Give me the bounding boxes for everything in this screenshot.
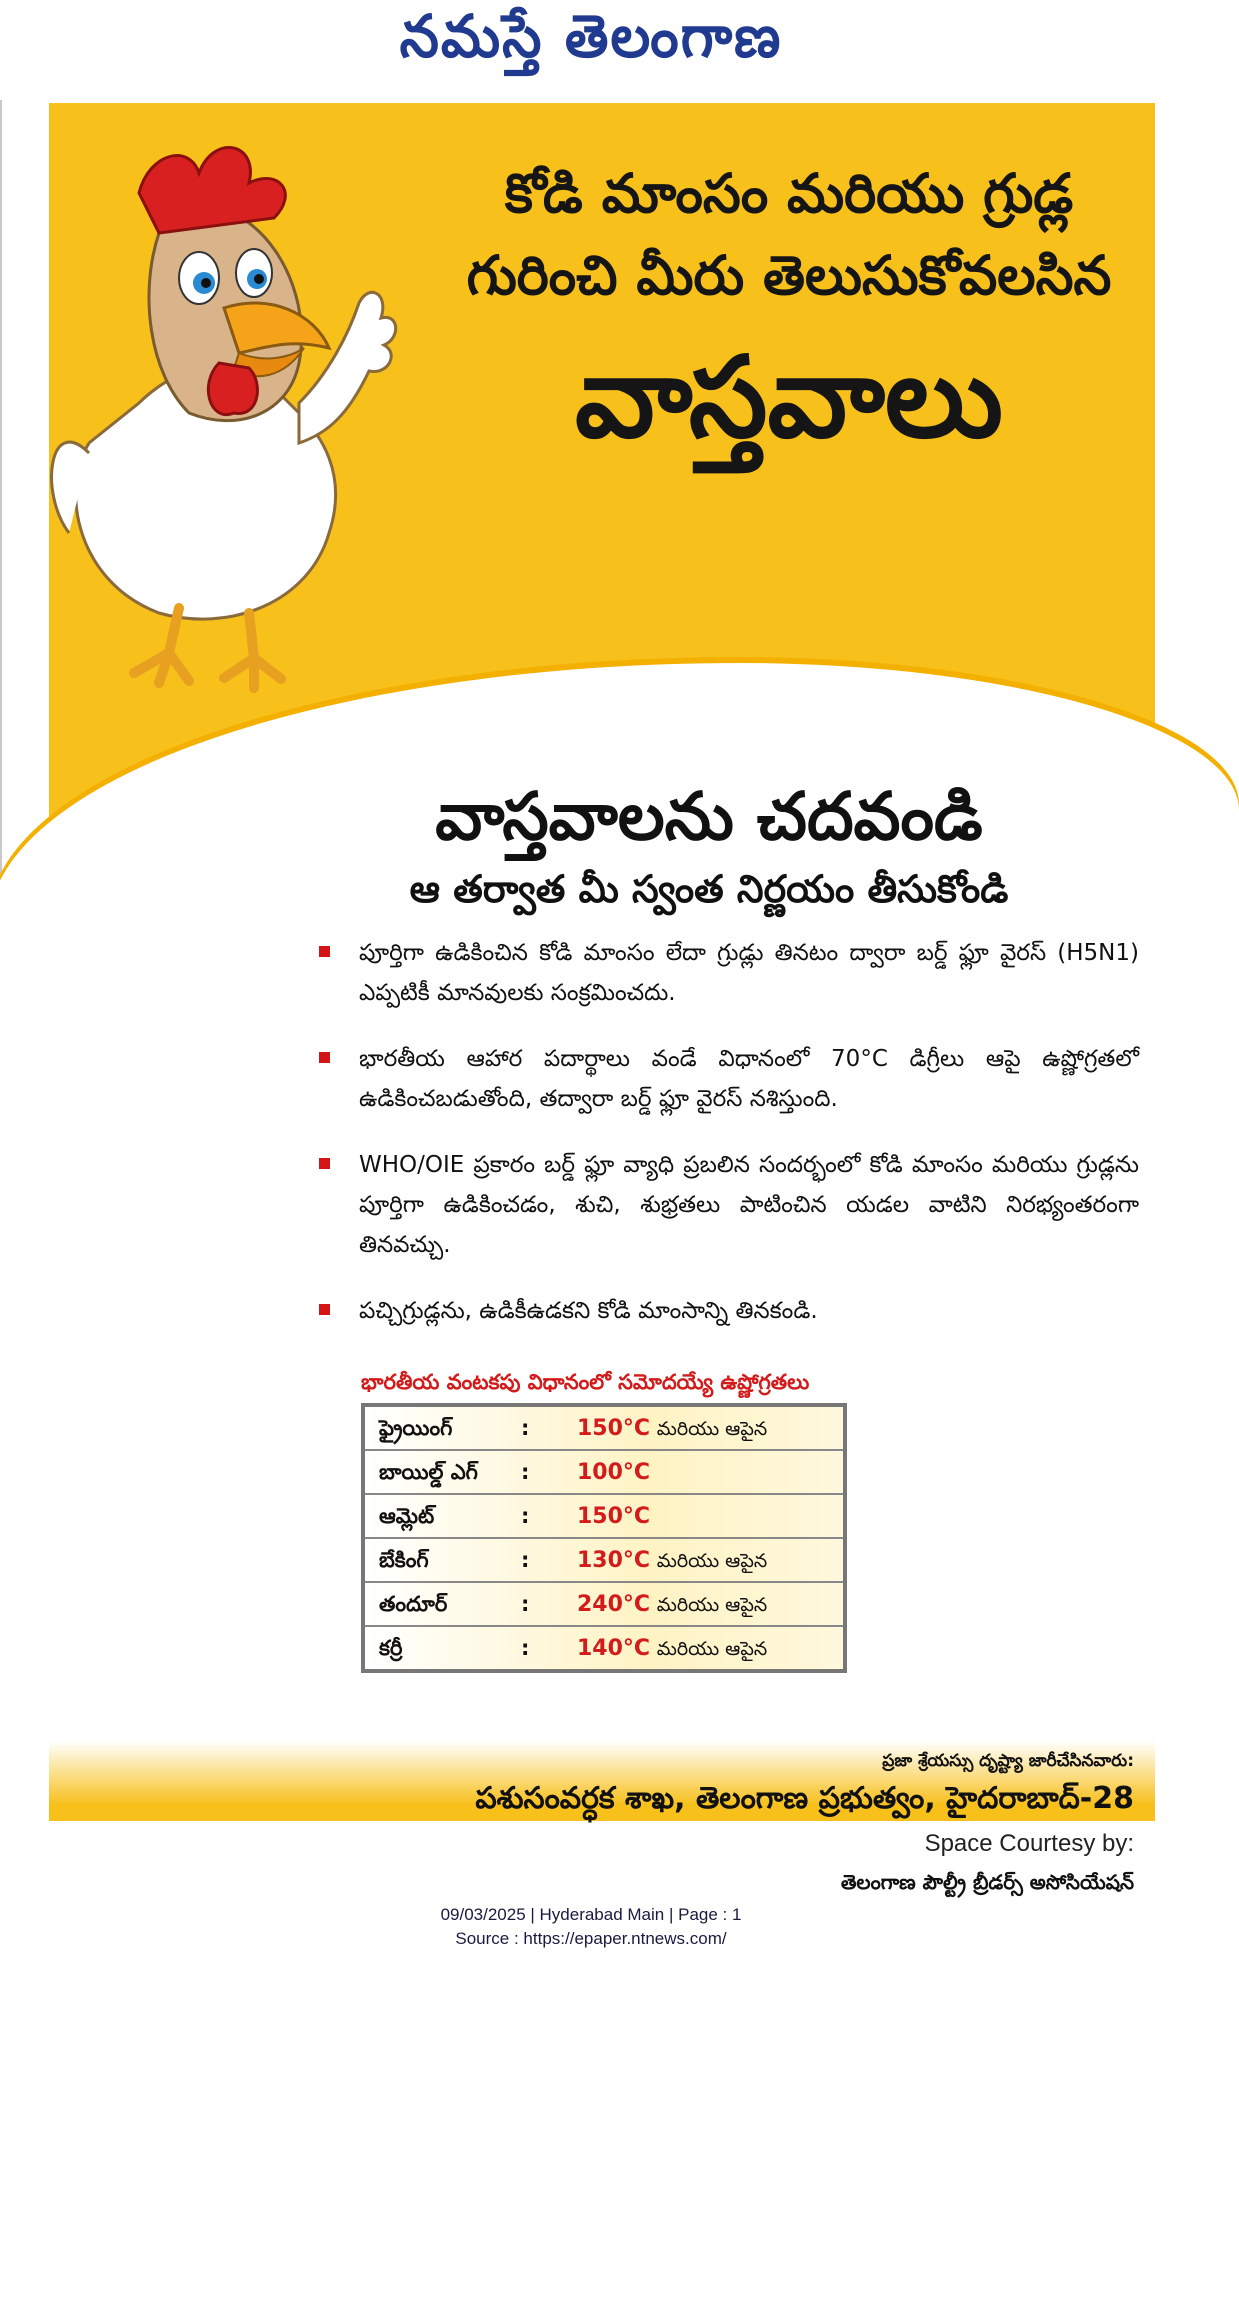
subheading (309, 773, 1109, 917)
facts-list (319, 933, 1139, 1357)
headline (449, 153, 1129, 473)
fact-item (319, 1291, 1139, 1331)
fact-text: భారతీయ ఆహార పదార్థాలు వండే విధానంలో 70°C డిగ్రీలు ఆపై ఉష్ణోగ్రతలో ఉడికించబడుతోంది, తద్వారా బర్డ్ ఫ్లూ వైరస్ నశిస్తుంది. (359, 1046, 1139, 1112)
sub-line: ఆ తర్వాత మీ స్వంత నిర్ణయం తీసుకోండి (409, 867, 1009, 911)
separator: : (521, 1592, 530, 1616)
edition-info: 09/03/2025 | Hyderabad Main | Page : 1 (440, 1905, 742, 1924)
method-name: కర్రీ (379, 1636, 403, 1660)
table-row (365, 1539, 843, 1583)
red-square-bullet-icon (319, 946, 330, 957)
temperature-value: 130°C (577, 1548, 651, 1573)
separator: : (521, 1548, 530, 1572)
page-footer (0, 1903, 1182, 1951)
red-square-bullet-icon (319, 1158, 330, 1169)
table-row (365, 1407, 843, 1451)
headline-line-1: కోడి మాంసం మరియు గ్రుడ్ల (504, 162, 1074, 225)
temperature-value: 100°C (577, 1460, 651, 1485)
sponsor-name: తెలంగాణ పౌల్ట్రీ బ్రీడర్స్ అసోసియేషన్ (840, 1870, 1134, 1894)
method-name: బాయిల్డ్ ఎగ్ (379, 1460, 478, 1484)
issued-by-label: ప్రజా శ్రేయస్సు దృష్ట్యా జారీచేసినవారు: (882, 1751, 1134, 1771)
fact-item (319, 1039, 1139, 1119)
table-row (365, 1627, 843, 1669)
temperatures-title: భారతీయ వంటకపు విధానంలో సమోదయ్యే ఉష్ణోగ్రతలు (361, 1370, 810, 1394)
method-name: తందూర్ (379, 1592, 448, 1616)
table-row (365, 1583, 843, 1627)
method-name: ఫ్రైయింగ్ (379, 1416, 453, 1440)
masthead-title: నమస్తే తెలంగాణ (399, 2, 783, 72)
advertisement (49, 103, 1155, 1894)
issuing-department: పశుసంవర్ధక శాఖ, తెలంగాణ ప్రభుత్వం, హైదరాబాద్-28 (475, 1781, 1134, 1816)
red-square-bullet-icon (319, 1052, 330, 1063)
temperatures-table (361, 1403, 847, 1673)
headline-main-word: వాస్తవాలు (574, 333, 1004, 463)
method-name: ఆమ్లెట్ (379, 1504, 435, 1528)
temperature-value: 150°C (577, 1416, 651, 1441)
masthead (0, 0, 1182, 90)
sub-title: వాస్తవాలను చదవండి (435, 778, 983, 855)
red-square-bullet-icon (319, 1304, 330, 1315)
separator: : (521, 1416, 530, 1440)
temperature-note: మరియు ఆపైన (656, 1418, 768, 1440)
headline-line-2: గురించి మీరు తెలుసుకోవలసిన (466, 244, 1112, 307)
space-courtesy-label: Space Courtesy by: (924, 1830, 1134, 1857)
credits (469, 1748, 1134, 1900)
fact-text: పూర్తిగా ఉడికించిన కోడి మాంసం లేదా గ్రుడ్లు తినటం ద్వారా బర్డ్ ఫ్లూ వైరస్ (H5N1) ఎప్పటికీ మానవులకు సంక్రమించదు. (359, 940, 1139, 1006)
temperature-value: 150°C (577, 1504, 651, 1529)
temperature-note: మరియు ఆపైన (656, 1550, 768, 1572)
temperature-note: మరియు ఆపైన (656, 1594, 768, 1616)
rooster-illustration (49, 113, 409, 693)
table-row (365, 1451, 843, 1495)
temperature-value: 140°C (577, 1636, 651, 1661)
separator: : (521, 1460, 530, 1484)
separator: : (521, 1636, 530, 1660)
table-row (365, 1495, 843, 1539)
fact-item (319, 933, 1139, 1013)
fact-item (319, 1145, 1139, 1265)
source-link[interactable]: Source : https://epaper.ntnews.com/ (455, 1929, 727, 1948)
fact-text: పచ్చిగ్రుడ్లను, ఉడికీఉడకని కోడి మాంసాన్ని తినకండి. (359, 1298, 818, 1324)
temperature-note: మరియు ఆపైన (656, 1638, 768, 1660)
separator: : (521, 1504, 530, 1528)
fact-text: WHO/OIE ప్రకారం బర్డ్ ఫ్లూ వ్యాధి ప్రబలిన సందర్భంలో కోడి మాంసం మరియు గ్రుడ్లను పూర్తిగా ఉడికించడం, శుచి, శుభ్రతలు పాటించిన యడల వాటిని నిరభ్యంతరంగా తినవచ్చు. (359, 1152, 1139, 1258)
temperature-value: 240°C (577, 1592, 651, 1617)
method-name: బేకింగ్ (379, 1548, 429, 1572)
